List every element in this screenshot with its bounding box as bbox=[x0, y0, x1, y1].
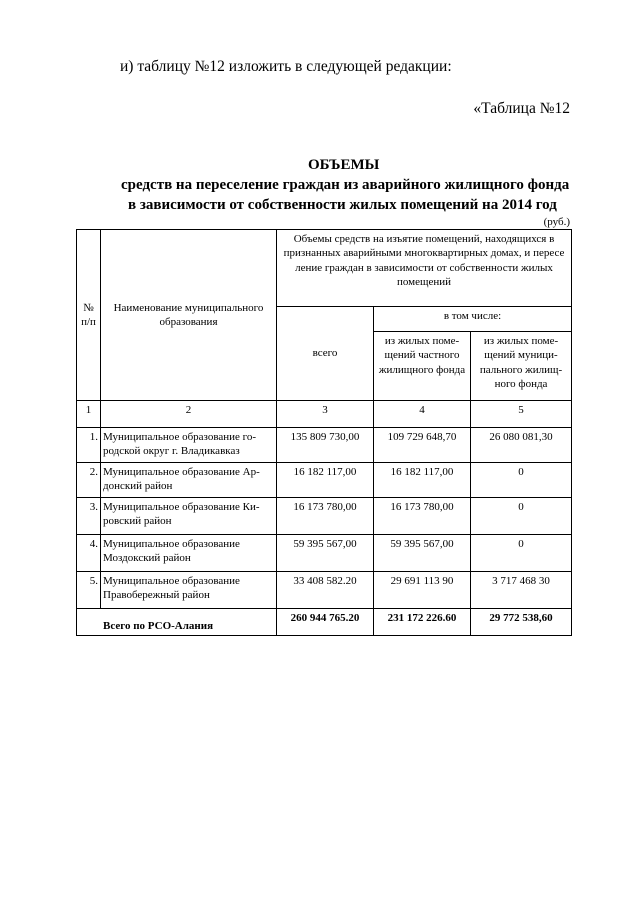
row-total: 59 395 567,00 bbox=[277, 535, 374, 572]
header-volumes: Объемы средств на изъятие помещений, находящихся в признанных аварийными многоквартирных домах, и пересе ление граждан в зависимости от собственности жилых помещений bbox=[277, 230, 572, 307]
intro-text: и) таблицу №12 изложить в следующей редакции: bbox=[120, 58, 452, 75]
header-total: всего bbox=[277, 307, 374, 401]
row-municipal: 26 080 081,30 bbox=[471, 428, 572, 463]
totals-total: 260 944 765.20 bbox=[277, 609, 374, 636]
row-total: 16 173 780,00 bbox=[277, 498, 374, 535]
header-including: в том числе: bbox=[374, 307, 572, 332]
totals-private: 231 172 226.60 bbox=[374, 609, 471, 636]
row-total: 33 408 582.20 bbox=[277, 572, 374, 609]
row-total: 135 809 730,00 bbox=[277, 428, 374, 463]
row-private: 59 395 567,00 bbox=[374, 535, 471, 572]
row-private: 16 182 117,00 bbox=[374, 463, 471, 498]
row-total: 16 182 117,00 bbox=[277, 463, 374, 498]
document-title: ОБЪЕМЫ bbox=[308, 157, 380, 173]
col-number: 2 bbox=[101, 401, 277, 428]
row-private: 109 729 648,70 bbox=[374, 428, 471, 463]
row-municipal: 0 bbox=[471, 498, 572, 535]
header-name: Наименование муниципального образования bbox=[101, 230, 277, 401]
row-name: Муниципальное образование го- родской округ г. Владикавказ bbox=[101, 428, 277, 463]
unit-label: (руб.) bbox=[543, 216, 570, 228]
col-number: 4 bbox=[374, 401, 471, 428]
row-name: Муниципальное образование Ки- ровский район bbox=[101, 498, 277, 535]
row-municipal: 3 717 468 30 bbox=[471, 572, 572, 609]
row-number: 2. bbox=[77, 463, 101, 498]
totals-label: Всего по РСО-Алания bbox=[77, 609, 277, 636]
header-num: № п/п bbox=[77, 230, 101, 401]
table-row bbox=[77, 535, 572, 572]
row-number: 5. bbox=[77, 572, 101, 609]
row-municipal: 0 bbox=[471, 535, 572, 572]
volumes-table bbox=[76, 229, 572, 636]
table-row bbox=[77, 428, 572, 463]
subtitle-line-1: средств на переселение граждан из аварийного жилищного фонда bbox=[121, 177, 570, 193]
col-number: 3 bbox=[277, 401, 374, 428]
row-municipal: 0 bbox=[471, 463, 572, 498]
totals-municipal: 29 772 538,60 bbox=[471, 609, 572, 636]
table-row bbox=[77, 572, 572, 609]
col-number: 1 bbox=[77, 401, 101, 428]
row-number: 3. bbox=[77, 498, 101, 535]
row-number: 1. bbox=[77, 428, 101, 463]
table-reference: «Таблица №12 bbox=[473, 100, 570, 117]
row-number: 4. bbox=[77, 535, 101, 572]
row-private: 16 173 780,00 bbox=[374, 498, 471, 535]
row-private: 29 691 113 90 bbox=[374, 572, 471, 609]
table-row bbox=[77, 498, 572, 535]
totals-row bbox=[77, 609, 572, 636]
subtitle-line-2: в зависимости от собственности жилых помещений на 2014 год bbox=[128, 197, 557, 213]
table-row bbox=[77, 463, 572, 498]
col-number: 5 bbox=[471, 401, 572, 428]
row-name: Муниципальное образование Правобережный район bbox=[101, 572, 277, 609]
header-private: из жилых поме- щений частного жилищного фонда bbox=[374, 332, 471, 401]
row-name: Муниципальное образование Ар- донский район bbox=[101, 463, 277, 498]
header-municipal: из жилых поме- щений муници- пального жилищ- ного фонда bbox=[471, 332, 572, 401]
row-name: Муниципальное образование Моздокский район bbox=[101, 535, 277, 572]
